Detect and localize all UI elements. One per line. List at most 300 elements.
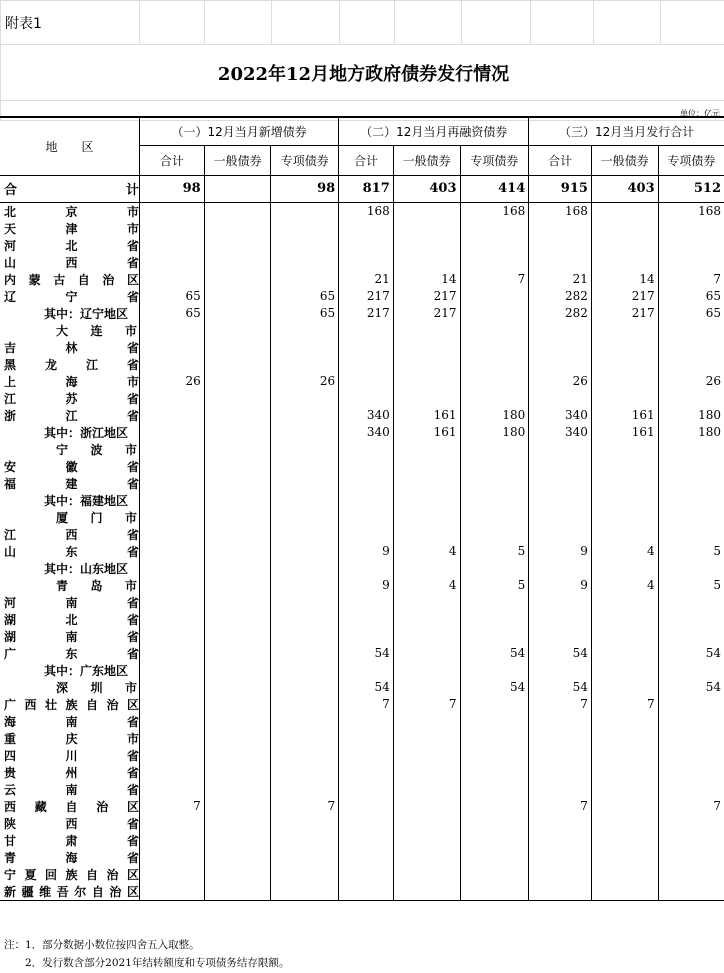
value-cell: [591, 662, 658, 679]
sub-header-8: 专项债券: [658, 145, 724, 175]
value-cell: [529, 628, 592, 645]
value-cell: [271, 458, 339, 475]
value-cell: 7: [529, 798, 592, 815]
value-cell: [204, 271, 271, 288]
value-cell: [140, 866, 205, 883]
value-cell: [204, 611, 271, 628]
value-cell: 9: [339, 577, 394, 594]
region-name: [0, 866, 140, 883]
table-row: [0, 560, 724, 577]
value-cell: [393, 832, 460, 849]
value-cell: [460, 628, 529, 645]
table-row: [0, 764, 724, 781]
value-cell: [140, 220, 205, 237]
region-name: [0, 271, 140, 288]
value-cell: [529, 390, 592, 407]
table-row: [0, 611, 724, 628]
value-cell: [658, 526, 724, 543]
value-cell: [140, 202, 205, 220]
value-cell: [529, 322, 592, 339]
value-cell: [460, 832, 529, 849]
region-name-text: 江 苏 省: [4, 391, 140, 406]
region-name-text: 青 岛 市: [56, 578, 138, 593]
value-cell: [140, 560, 205, 577]
region-name: 其中：福建地区: [44, 493, 129, 508]
value-cell: 54: [529, 645, 592, 662]
value-cell: [591, 492, 658, 509]
value-cell: [529, 730, 592, 747]
value-cell: [204, 560, 271, 577]
value-cell: [529, 713, 592, 730]
region-header: [0, 117, 140, 175]
value-cell: 161: [591, 407, 658, 424]
value-cell: [460, 798, 529, 815]
value-cell: [393, 458, 460, 475]
value-cell: [460, 849, 529, 866]
value-cell: [204, 849, 271, 866]
value-cell: 54: [658, 645, 724, 662]
table-row: [0, 175, 724, 202]
value-cell: [204, 764, 271, 781]
region-name-text: 湖 北 省: [4, 612, 140, 627]
value-cell: [529, 747, 592, 764]
region-name-text: 西 藏 自 治 区: [4, 799, 140, 814]
value-cell: [271, 237, 339, 254]
region-name: [0, 407, 140, 424]
value-cell: [271, 730, 339, 747]
value-cell: 217: [591, 305, 658, 322]
value-cell: [204, 356, 271, 373]
table-row: [0, 407, 724, 424]
value-cell: [591, 560, 658, 577]
value-cell: [529, 458, 592, 475]
value-cell: [271, 832, 339, 849]
value-cell: [339, 883, 394, 901]
value-cell: [271, 883, 339, 901]
value-cell: [339, 594, 394, 611]
value-cell: [658, 441, 724, 458]
value-cell: [339, 322, 394, 339]
region-name-text: 云 南 省: [4, 782, 140, 797]
region-name: [0, 883, 140, 901]
unit-label: 单位：亿元: [680, 109, 720, 118]
value-cell: [204, 322, 271, 339]
value-cell: 5: [460, 577, 529, 594]
value-cell: [529, 764, 592, 781]
table-row: [0, 781, 724, 798]
value-cell: [271, 849, 339, 866]
value-cell: 4: [591, 577, 658, 594]
value-cell: [140, 747, 205, 764]
value-cell: 65: [658, 305, 724, 322]
value-cell: [271, 594, 339, 611]
value-cell: [140, 322, 205, 339]
value-cell: [460, 560, 529, 577]
value-cell: [140, 458, 205, 475]
value-cell: [529, 526, 592, 543]
value-cell: [204, 866, 271, 883]
value-cell: [529, 220, 592, 237]
value-cell: [460, 611, 529, 628]
value-cell: 5: [658, 543, 724, 560]
table-row: [0, 815, 724, 832]
value-cell: [658, 832, 724, 849]
value-cell: [339, 713, 394, 730]
value-cell: [529, 815, 592, 832]
region-name: [0, 543, 140, 560]
region-name-text: 宁 夏 回 族 自 治 区: [4, 867, 140, 882]
value-cell: 21: [529, 271, 592, 288]
value-cell: [658, 883, 724, 901]
value-cell: [204, 254, 271, 271]
region-name: [0, 645, 140, 662]
value-cell: 7: [339, 696, 394, 713]
value-cell: [393, 764, 460, 781]
value-cell: [140, 696, 205, 713]
value-cell: [460, 254, 529, 271]
value-cell: [591, 866, 658, 883]
value-cell: [204, 202, 271, 220]
value-cell: [529, 339, 592, 356]
value-cell: [591, 475, 658, 492]
value-cell: [204, 696, 271, 713]
region-name: [0, 175, 140, 202]
value-cell: [204, 832, 271, 849]
region-name: [0, 356, 140, 373]
table-row: [0, 526, 724, 543]
region-name: [0, 849, 140, 866]
value-cell: [393, 492, 460, 509]
value-cell: [658, 475, 724, 492]
value-cell: [204, 815, 271, 832]
region-name-text: 河 北 省: [4, 238, 140, 253]
value-cell: [591, 339, 658, 356]
region-name: [0, 611, 140, 628]
region-name-text: 宁 波 市: [56, 442, 138, 457]
value-cell: [140, 526, 205, 543]
region-name-text: 深 圳 市: [56, 680, 138, 695]
value-cell: [393, 849, 460, 866]
value-cell: [529, 237, 592, 254]
value-cell: 217: [393, 305, 460, 322]
value-cell: [204, 594, 271, 611]
value-cell: 180: [658, 424, 724, 441]
value-cell: [591, 645, 658, 662]
value-cell: [460, 441, 529, 458]
value-cell: 54: [460, 679, 529, 696]
value-cell: [204, 713, 271, 730]
value-cell: [204, 747, 271, 764]
region-name-text: 天 津 市: [4, 221, 140, 236]
value-cell: [529, 594, 592, 611]
table-row: [0, 356, 724, 373]
region-name-text: 湖 南 省: [4, 629, 140, 644]
value-cell: [271, 662, 339, 679]
value-cell: [591, 713, 658, 730]
value-cell: 217: [339, 288, 394, 305]
value-cell: [529, 781, 592, 798]
value-cell: [393, 679, 460, 696]
value-cell: [271, 543, 339, 560]
region-name: [0, 696, 140, 713]
value-cell: [339, 492, 394, 509]
value-cell: [460, 373, 529, 390]
value-cell: 512: [658, 175, 724, 202]
value-cell: [591, 679, 658, 696]
value-cell: [339, 458, 394, 475]
value-cell: [271, 696, 339, 713]
value-cell: [339, 662, 394, 679]
value-cell: 14: [393, 271, 460, 288]
value-cell: [271, 202, 339, 220]
value-cell: [204, 492, 271, 509]
value-cell: [339, 628, 394, 645]
value-cell: [658, 730, 724, 747]
value-cell: [271, 526, 339, 543]
value-cell: [393, 373, 460, 390]
note-2: 2．发行数含部分2021年结转额度和专项债务结存限额。: [4, 957, 290, 969]
value-cell: 180: [460, 424, 529, 441]
value-cell: [529, 492, 592, 509]
table-row: [0, 458, 724, 475]
value-cell: [393, 390, 460, 407]
value-cell: [271, 815, 339, 832]
value-cell: [271, 271, 339, 288]
group-label-new: （一）12月当月新增债券: [171, 124, 307, 139]
value-cell: [460, 696, 529, 713]
value-cell: [271, 407, 339, 424]
value-cell: [204, 220, 271, 237]
table-row: [0, 645, 724, 662]
value-cell: [460, 781, 529, 798]
value-cell: 21: [339, 271, 394, 288]
value-cell: [529, 560, 592, 577]
value-cell: [339, 339, 394, 356]
region-name: 其中：山东地区: [44, 561, 129, 576]
sub-header-5: 专项债券: [460, 145, 529, 175]
value-cell: [393, 645, 460, 662]
value-cell: [393, 322, 460, 339]
value-cell: 414: [460, 175, 529, 202]
value-cell: [204, 407, 271, 424]
value-cell: 54: [339, 645, 394, 662]
value-cell: [339, 815, 394, 832]
value-cell: [271, 628, 339, 645]
value-cell: [204, 645, 271, 662]
value-cell: [339, 747, 394, 764]
value-cell: [591, 237, 658, 254]
value-cell: [204, 237, 271, 254]
value-cell: [140, 679, 205, 696]
table-row: [0, 220, 724, 237]
value-cell: [140, 254, 205, 271]
value-cell: [460, 747, 529, 764]
region-name: 其中：广东地区: [44, 663, 129, 678]
table-row: [0, 798, 724, 815]
value-cell: 7: [658, 271, 724, 288]
sub-header-3: 合计: [339, 145, 394, 175]
value-cell: 9: [529, 577, 592, 594]
region-name-text: 江 西 省: [4, 527, 140, 542]
value-cell: [591, 611, 658, 628]
value-cell: [591, 815, 658, 832]
value-cell: 817: [339, 175, 394, 202]
value-cell: [393, 339, 460, 356]
value-cell: 7: [460, 271, 529, 288]
table-row: [0, 339, 724, 356]
value-cell: [658, 560, 724, 577]
value-cell: [339, 254, 394, 271]
value-cell: [204, 628, 271, 645]
notes: [0, 936, 724, 972]
value-cell: 65: [140, 288, 205, 305]
value-cell: [393, 730, 460, 747]
value-cell: [271, 560, 339, 577]
value-cell: [658, 339, 724, 356]
value-cell: [140, 407, 205, 424]
region-name-text: 贵 州 省: [4, 765, 140, 780]
value-cell: [658, 390, 724, 407]
value-cell: [529, 475, 592, 492]
value-cell: [460, 475, 529, 492]
value-cell: 65: [658, 288, 724, 305]
value-cell: [393, 815, 460, 832]
value-cell: [204, 662, 271, 679]
value-cell: [658, 866, 724, 883]
value-cell: [204, 475, 271, 492]
value-cell: [393, 220, 460, 237]
value-cell: [204, 339, 271, 356]
value-cell: [271, 866, 339, 883]
region-name: [0, 441, 140, 458]
value-cell: 7: [591, 696, 658, 713]
region-name-text: 吉 林 省: [4, 340, 140, 355]
value-cell: 161: [591, 424, 658, 441]
value-cell: [591, 356, 658, 373]
value-cell: [460, 220, 529, 237]
sub-header-1: 一般债券: [204, 145, 271, 175]
sub-header-6: 合计: [529, 145, 592, 175]
value-cell: 403: [393, 175, 460, 202]
region-name: [0, 747, 140, 764]
table-row: [0, 509, 724, 526]
region-name-text: 福 建 省: [4, 476, 140, 491]
region-name: [0, 220, 140, 237]
value-cell: [140, 475, 205, 492]
value-cell: [460, 390, 529, 407]
value-cell: [393, 594, 460, 611]
value-cell: [140, 662, 205, 679]
table-row: [0, 679, 724, 696]
appendix-cell: [1, 1, 140, 45]
value-cell: [339, 475, 394, 492]
value-cell: [140, 730, 205, 747]
region-name: [0, 798, 140, 815]
value-cell: [658, 220, 724, 237]
value-cell: 54: [658, 679, 724, 696]
region-name: [0, 730, 140, 747]
value-cell: [339, 356, 394, 373]
value-cell: [529, 509, 592, 526]
value-cell: [460, 730, 529, 747]
group-header-total: [529, 117, 724, 145]
value-cell: [658, 322, 724, 339]
value-cell: [460, 883, 529, 901]
value-cell: [460, 866, 529, 883]
value-cell: [140, 237, 205, 254]
value-cell: [271, 509, 339, 526]
header-area: [0, 0, 724, 117]
table-row: [0, 730, 724, 747]
region-name-text: 海 南 省: [4, 714, 140, 729]
value-cell: [591, 798, 658, 815]
value-cell: [140, 441, 205, 458]
value-cell: [339, 373, 394, 390]
value-cell: [460, 458, 529, 475]
table-row: [0, 747, 724, 764]
table-row: [0, 390, 724, 407]
region-name-text: 黑 龙 江 省: [4, 357, 140, 372]
value-cell: [140, 339, 205, 356]
value-cell: [271, 356, 339, 373]
value-cell: [271, 764, 339, 781]
value-cell: [140, 356, 205, 373]
value-cell: [658, 696, 724, 713]
region-name: 其中：辽宁地区: [44, 306, 129, 321]
value-cell: [529, 832, 592, 849]
value-cell: 168: [339, 202, 394, 220]
table-row: [0, 475, 724, 492]
value-cell: [204, 781, 271, 798]
value-cell: [339, 509, 394, 526]
value-cell: [393, 202, 460, 220]
table-row: [0, 883, 724, 901]
value-cell: [591, 747, 658, 764]
value-cell: [271, 220, 339, 237]
value-cell: [658, 611, 724, 628]
value-cell: [658, 594, 724, 611]
value-cell: [658, 237, 724, 254]
region-name: [0, 764, 140, 781]
value-cell: [658, 492, 724, 509]
region-name-text: 辽 宁 省: [4, 289, 140, 304]
value-cell: [460, 356, 529, 373]
region-name: [0, 390, 140, 407]
value-cell: 9: [339, 543, 394, 560]
region-name: [0, 475, 140, 492]
value-cell: [460, 492, 529, 509]
value-cell: [393, 237, 460, 254]
value-cell: [591, 883, 658, 901]
value-cell: 7: [393, 696, 460, 713]
value-cell: 168: [529, 202, 592, 220]
value-cell: [529, 254, 592, 271]
value-cell: 7: [658, 798, 724, 815]
value-cell: [140, 509, 205, 526]
value-cell: [339, 237, 394, 254]
value-cell: [460, 305, 529, 322]
sub-header-0: 合计: [140, 145, 205, 175]
value-cell: [140, 543, 205, 560]
value-cell: [140, 628, 205, 645]
value-cell: 26: [140, 373, 205, 390]
table-row: [0, 305, 724, 322]
value-cell: [140, 849, 205, 866]
region-name: [0, 339, 140, 356]
value-cell: [591, 254, 658, 271]
value-cell: [140, 424, 205, 441]
value-cell: 915: [529, 175, 592, 202]
